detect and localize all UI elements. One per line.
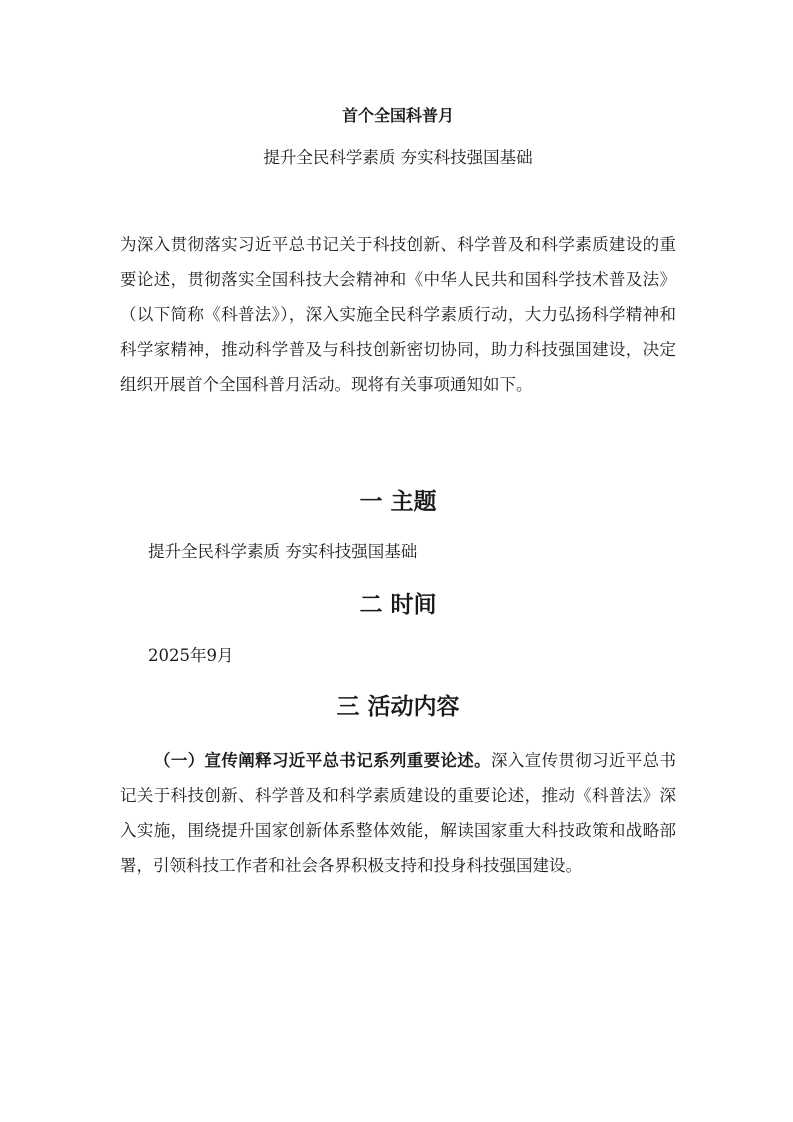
activity-item-1	[120, 743, 676, 883]
theme-text: 提升全民科学素质 夯实科技强国基础	[148, 542, 418, 561]
document-title: 首个全国科普月	[341, 106, 454, 125]
time-text: 2025年9月	[148, 646, 234, 665]
section-heading-theme: 一 主题	[359, 489, 437, 515]
intro-paragraph: 为深入贯彻落实习近平总书记关于科技创新、科学普及和科学素质建设的重要论述，贯彻落实全国科技大会精神和《中华人民共和国科学技术普及法》（以下简称《科普法》），深入实施全民科学素质行动，大力弘扬科学精神和科学家精神，推动科学普及与科技创新密切协同，助力科技强国建设，决定组织开展首个全国科普月活动。现将有关事项通知如下。	[120, 235, 676, 394]
activity-item-1-text: 深入宣传贯彻习近平总书记关于科技创新、科学普及和科学素质建设的重要论述，推动《科普法》深入实施，围绕提升国家创新体系整体效能，解读国家重大科技政策和战略部署，引领科技工作者和社会各界积极支持和投身科技强国建设。	[120, 751, 677, 875]
section-heading-activities: 三 活动内容	[336, 694, 460, 720]
document-subtitle: 提升全民科学素质 夯实科技强国基础	[263, 148, 533, 167]
section-heading-time: 二 时间	[359, 592, 437, 618]
activity-item-1-lead: （一）宣传阐释习近平总书记系列重要论述。	[154, 751, 491, 770]
